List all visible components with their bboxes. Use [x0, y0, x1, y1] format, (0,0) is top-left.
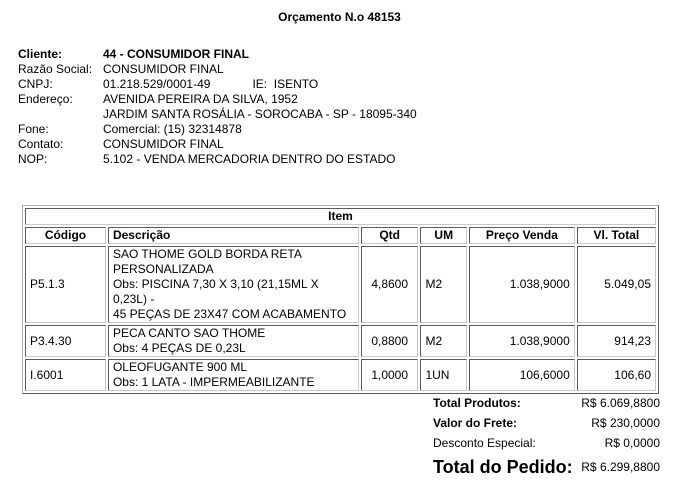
desconto-label: Desconto Especial: — [433, 436, 536, 450]
item-preco: 1.038,9000 — [469, 325, 575, 357]
item-um: M2 — [420, 325, 467, 357]
items-table — [22, 205, 659, 394]
ie-value: ISENTO — [273, 77, 319, 91]
empty-label — [18, 107, 103, 122]
endereco-line2: JARDIM SANTA ROSÁLIA - SOROCABA - SP - 18095-340 — [103, 107, 417, 121]
total-pedido-value: R$ 6.299,8800 — [581, 460, 660, 474]
item-total: 914,23 — [577, 325, 656, 357]
item-preco: 106,6000 — [469, 359, 575, 391]
item-total: 106,60 — [577, 359, 656, 391]
item-descricao — [108, 325, 359, 357]
total-pedido-label: Total do Pedido: — [433, 456, 573, 477]
contato-label: Contato: — [18, 137, 64, 151]
items-caption: Item — [25, 208, 656, 225]
item-obs-line: Obs: 4 PEÇAS DE 0,23L — [112, 341, 246, 355]
nop-value: 5.102 - VENDA MERCADORIA DENTRO DO ESTADO — [103, 152, 396, 166]
client-info — [18, 47, 417, 167]
item-preco: 1.038,9000 — [469, 246, 575, 323]
quote-title: Orçamento N.o 48153 — [278, 10, 401, 24]
items-header-row — [25, 227, 656, 244]
cnpj-row — [18, 77, 417, 92]
total-produtos-row — [433, 393, 660, 413]
fone-row — [18, 122, 417, 137]
total-produtos-label: Total Produtos: — [433, 396, 521, 410]
desconto-row — [433, 433, 660, 453]
cliente-label: Cliente: — [18, 47, 63, 61]
item-descricao — [108, 246, 359, 323]
fone-label: Fone: — [18, 122, 49, 136]
endereco-line1: AVENIDA PEREIRA DA SILVA, 1952 — [103, 92, 298, 106]
contato-value: CONSUMIDOR FINAL — [103, 137, 224, 151]
item-um: M2 — [420, 246, 467, 323]
items-caption-row — [25, 208, 656, 225]
total-pedido-row — [433, 453, 660, 481]
endereco-row-2 — [18, 107, 417, 122]
item-codigo: P3.4.30 — [25, 325, 106, 357]
cnpj-cell — [103, 77, 417, 92]
nop-label: NOP: — [18, 152, 48, 166]
header-codigo: Código — [25, 227, 106, 244]
cnpj-value: 01.218.529/0001-49 — [103, 77, 211, 91]
item-descricao-line: PECA CANTO SAO THOME — [112, 326, 266, 340]
header-qtd: Qtd — [361, 227, 419, 244]
razao-value: CONSUMIDOR FINAL — [103, 62, 224, 76]
header-descricao: Descrição — [108, 227, 359, 244]
item-descricao — [108, 359, 359, 391]
table-row — [25, 359, 656, 391]
item-qtd: 1,0000 — [361, 359, 419, 391]
nop-row — [18, 152, 417, 167]
desconto-value: R$ 0,0000 — [604, 436, 660, 450]
valor-frete-row — [433, 413, 660, 433]
table-row — [25, 325, 656, 357]
valor-frete-label: Valor do Frete: — [433, 416, 518, 430]
item-codigo: P5.1.3 — [25, 246, 106, 323]
fone-value: Comercial: (15) 32314878 — [103, 122, 242, 136]
item-descricao-line: SAO THOME GOLD BORDA RETA — [112, 247, 302, 261]
razao-row — [18, 62, 417, 77]
item-obs-line: Obs: 1 LATA - IMPERMEABILIZANTE — [112, 375, 315, 389]
total-produtos-value: R$ 6.069,8800 — [581, 396, 660, 410]
header-total: Vl. Total — [577, 227, 656, 244]
item-codigo: I.6001 — [25, 359, 106, 391]
table-row — [25, 246, 656, 323]
item-descricao-line: PERSONALIZADA — [112, 262, 214, 276]
item-obs-line: Obs: PISCINA 7,30 X 3,10 (21,15ML X 0,23L) - — [112, 277, 319, 306]
header-um: UM — [420, 227, 467, 244]
endereco-row — [18, 92, 417, 107]
razao-label: Razão Social: — [18, 62, 93, 76]
header-preco: Preço Venda — [469, 227, 575, 244]
item-descricao-line: OLEOFUGANTE 900 ML — [112, 360, 247, 374]
ie-label: IE: — [252, 77, 268, 91]
item-total: 5.049,05 — [577, 246, 656, 323]
item-qtd: 4,8600 — [361, 246, 419, 323]
item-um: 1UN — [420, 359, 467, 391]
item-obs-line: 45 PEÇAS DE 23X47 COM ACABAMENTO — [112, 307, 347, 321]
totals-summary — [433, 393, 660, 481]
item-qtd: 0,8800 — [361, 325, 419, 357]
client-row — [18, 47, 417, 62]
contato-row — [18, 137, 417, 152]
endereco-label: Endereço: — [18, 92, 73, 106]
cliente-value: 44 - CONSUMIDOR FINAL — [103, 47, 250, 61]
valor-frete-value: R$ 230,0000 — [591, 416, 660, 430]
cnpj-label: CNPJ: — [18, 77, 53, 91]
